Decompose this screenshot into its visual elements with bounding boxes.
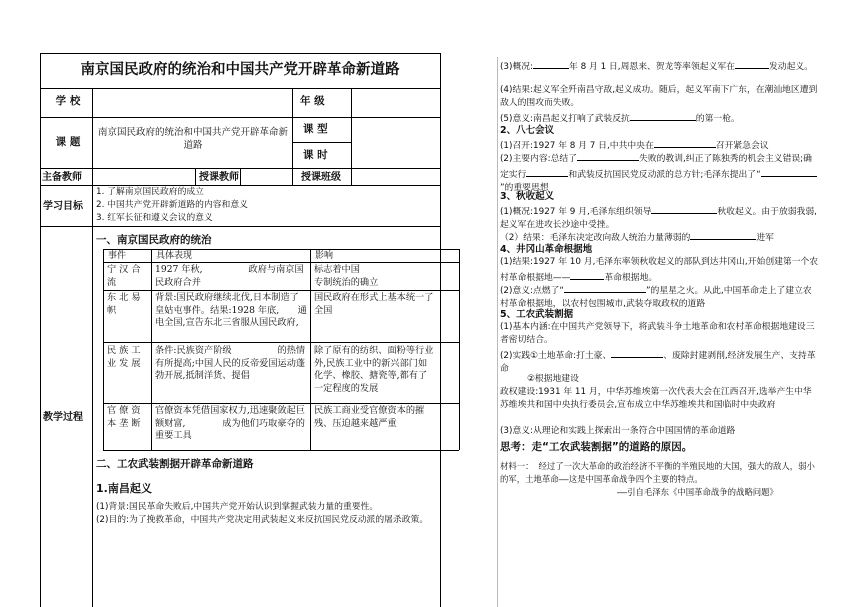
table-row-detail: 条件:民族资产阶级 的热情有所提高;中国人民的反帝爱国运动蓬勃开展,抵制洋货、提倡 (155, 345, 306, 381)
nanchang-overview: (3)概况: 年 8 月 1 日,周恩来、贺龙等率领起义军在 发动起义。 (500, 58, 820, 74)
political-construction: 政权建设:1931 年 11 月，中华苏维埃第一次代表大会在江西召开,选举产生中华苏维埃共和国中央执行委员会,宣布成立中华苏维埃共和国临时中央政府 (500, 387, 812, 410)
material-one: 材料一： 经过了一次大革命的政治经济不平衡的半殖民地的大国，强大的敌人，弱小的军，土地革命——这是中国革命战争四个主要的特点。 (500, 461, 815, 484)
table-row-detail: 官僚资本凭借国家权力,迅速聚敛起巨额财富, 成为他们巧取豪夺的重要工具 (155, 405, 305, 441)
table-row-effect: 国民政府在形式上基本统一了全国 (314, 292, 434, 316)
objective-item: 2. 中国共产党开辟新道路的内容和意义 (96, 200, 248, 210)
nanchang-purpose: (2)目的:为了挽救革命，中国共产党决定用武装起义来反抗国民党反动派的屠杀政策。 (96, 515, 429, 525)
objective-item: 3. 红军长征和遵义会议的意义 (96, 213, 213, 223)
autumn-harvest-heading: 3、秋收起义 (500, 191, 555, 202)
armed-separatism-significance: (3)意义:从理论和实践上探索出一条符合中国国情的革命道路 (500, 426, 736, 436)
table-row-event: 民族工业发展 (107, 345, 144, 369)
main-teacher-label: 主备教师 (42, 172, 82, 183)
jinggangshan-heading: 4、井冈山革命根据地 (500, 244, 593, 255)
nanchang-result: (4)结果:起义军全歼南昌守敌,起义成功。随后，起义军南下广东，在潮汕地区遭到敌人的围攻而失败。 (500, 85, 818, 108)
table-row-effect: 民族工商业受官僚资本的摧残、压迫越来越严重 (314, 405, 425, 429)
hours-label: 课 时 (303, 149, 328, 161)
topic-value: 南京国民政府的统治和中国共产党开辟革命新道路 (98, 127, 289, 151)
teaching-teacher-label: 授课教师 (199, 172, 239, 183)
jinggangshan-significance: (2)意义:点燃了“ ”的星星之火。从此,中国革命走上了建立农村革命根据地，以农村包围城市,武装夺取政权的道路 (500, 282, 820, 311)
base-construction-label: ②根据地建设 (527, 374, 579, 384)
nanchang-background: (1)背景:国民革命失败后,中国共产党开始认识到掌握武装力量的重要性。 (96, 502, 379, 512)
section2-heading: 二、工农武装割据开辟革命新道路 (96, 458, 254, 470)
table-row-event: 东北易帜 (107, 292, 144, 316)
table-header-detail: 具体表现 (156, 251, 193, 261)
type-label: 课 型 (303, 123, 328, 135)
august-seventh-heading: 2、八七会议 (500, 125, 555, 136)
section1-heading: 一、南京国民政府的统治 (96, 234, 212, 246)
think-question: 思考：走“工农武装割据”的道路的原因。 (500, 441, 693, 453)
topic-label: 课 题 (55, 136, 81, 148)
table-row-event: 官僚资本垄断 (107, 405, 144, 429)
right-page (497, 0, 860, 607)
class-label: 授课班级 (301, 172, 341, 183)
armed-separatism-meaning: (1)基本内涵:在中国共产党领导下，将武装斗争土地革命和农村革命根据地建设三者密切结合。 (500, 322, 815, 345)
table-row-effect: 标志着中国 专制统治的确立 (314, 264, 406, 288)
armed-separatism-practice: (2)实践①土地革命:打土豪、 、废除封建剥削,经济发展生产、支持革命 (500, 347, 820, 376)
school-label: 学 校 (55, 95, 81, 107)
jinggangshan-result: (1)结果:1927 年 10 月,毛泽东率领秋收起义的部队到达井冈山,开始创建第一个农村革命根据地—— 革命根据地。 (500, 257, 819, 283)
objective-item: 1. 了解南京国民政府的成立 (96, 187, 204, 197)
armed-separatism-heading: 5、工农武装割据 (500, 309, 574, 320)
autumn-harvest-result: （2）结果：毛泽东决定改向敌人统治力量薄弱的 进军 (500, 229, 820, 245)
material-one-source: ——引自毛泽东《中国革命战争的战略问题》 (617, 487, 778, 497)
august-seventh-content: (2)主要内容:总结了 失败的教训,纠正了陈独秀的机会主义错误;确定实行 和武装反抗国民党反动派的总方针;毛泽东提出了“”的重要思想 (500, 150, 820, 195)
table-row-detail: 背景:国民政府继续北伐,日本制造了皇姑屯事件。结果:1928 年底, 通电全国,宣告东北三省服从国民政府, (155, 292, 307, 328)
table-row-event: 宁汉合流 (107, 264, 144, 288)
table-row-detail: 1927 年秋, 政府与南京国民政府合并 (155, 264, 304, 288)
august-seventh-convene: (1)召开:1927 年 8 月 7 日,中共中央在 召开紧急会议 (500, 137, 820, 153)
nanchang-significance: (5)意义:南昌起义打响了武装反抗 的第一枪。 (500, 110, 820, 126)
table-header-effect: 影响 (315, 251, 334, 261)
process-label: 教学过程 (43, 412, 83, 423)
nanchang-heading: 1.南昌起义 (96, 482, 152, 495)
doc-title: 南京国民政府的统治和中国共产党开辟革命新道路 (80, 61, 400, 78)
autumn-harvest-overview: (1)概况:1927 年 9 月,毛泽东组织领导 秋收起义。由于放弱我弱,起义军在进攻长沙途中受挫。 (500, 203, 820, 232)
grade-label: 年 级 (300, 95, 325, 107)
table-row-effect: 除了原有的纺织、面粉等行业外,民族工业中的新兴部门如化学、橡胶、搪瓷等,都有了一定程度的发展 (314, 345, 434, 394)
table-header-event: 事件 (108, 251, 127, 261)
objectives-label: 学习目标 (43, 201, 83, 212)
